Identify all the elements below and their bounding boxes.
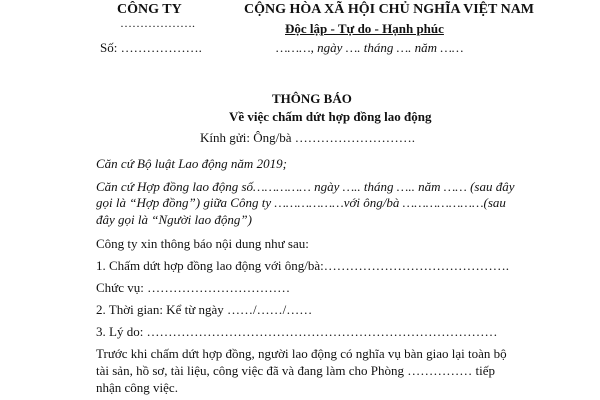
closing-line: nhận công việc.: [96, 380, 178, 395]
basis-line: đây gọi là “Người lao động”): [96, 212, 252, 227]
document-number: Số: ……………….: [100, 40, 202, 55]
company-name-placeholder: ……………….: [120, 16, 195, 30]
item-terminate: 1. Chấm dứt hợp đồng lao động với ông/bà:…………………………………….: [96, 258, 509, 273]
page-subtitle: Về việc chấm dứt hợp đồng lao động: [229, 109, 432, 124]
place-date-line: ………, ngày …. tháng …. năm ……: [276, 40, 464, 55]
intro-line: Công ty xin thông báo nội dung như sau:: [96, 236, 309, 251]
item-position: Chức vụ: ……………………………: [96, 280, 291, 295]
page-title: THÔNG BÁO: [272, 91, 352, 106]
basis-line: Căn cứ Bộ luật Lao động năm 2019;: [96, 156, 287, 171]
item-reason: 3. Lý do: ………………………………………………………………………: [96, 324, 498, 339]
company-name: CÔNG TY: [117, 2, 182, 17]
recipient-line: Kính gửi: Ông/bà ……………………….: [200, 130, 416, 145]
national-motto: Độc lập - Tự do - Hạnh phúc: [285, 21, 444, 36]
closing-line: Trước khi chấm dứt hợp đồng, người lao động có nghĩa vụ bàn giao lại toàn bộ: [96, 346, 507, 361]
nation-name: CỘNG HÒA XÃ HỘI CHỦ NGHĨA VIỆT NAM: [244, 2, 535, 17]
basis-line: Căn cứ Hợp đồng lao động số…………… ngày ….. tháng ….. năm …… (sau đây: [96, 179, 515, 194]
basis-line: gọi là “Hợp đồng”) giữa Công ty ………………với ông/bà …………………(sau: [96, 195, 506, 210]
item-time: 2. Thời gian: Kể từ ngày ……/……/……: [96, 302, 313, 317]
closing-line: tài sản, hồ sơ, tài liệu, công việc đã và đang làm cho Phòng …………… tiếp: [96, 363, 495, 378]
